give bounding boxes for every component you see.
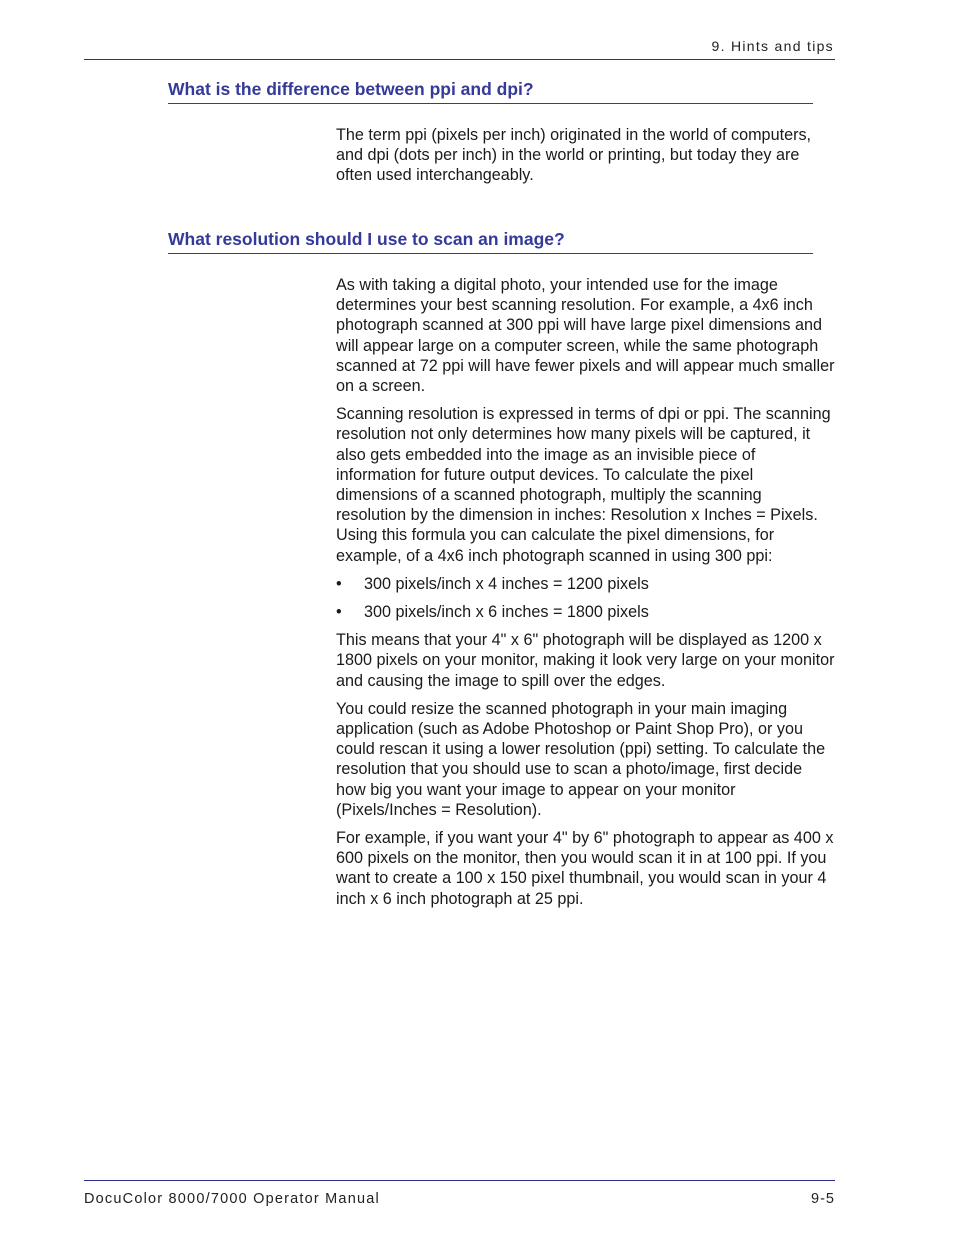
list-item-text: 300 pixels/inch x 6 inches = 1800 pixels <box>364 603 649 622</box>
page-number: 9-5 <box>811 1191 835 1207</box>
paragraph: You could resize the scanned photograph in your main imaging application (such as Adobe Photoshop or Paint Shop Pro), or you could rescan it using a lower resolution (ppi) setting. To calculate the resolution that you should use to scan a photo/image, first decide how big you want your image to appear on your monitor (Pixels/Inches = Resolution). <box>336 699 826 819</box>
section-heading-ppi-dpi: What is the difference between ppi and dpi? <box>168 79 813 104</box>
list-item <box>336 574 836 594</box>
paragraph: As with taking a digital photo, your intended use for the image determines your best scanning resolution. For example, a 4x6 inch photograph scanned at 300 ppi will have large pixel dimensions and will appear large on a computer screen, while the same photograph scanned at 72 ppi will have fewer pixels and will appear much smaller on a screen. <box>336 276 835 396</box>
bullet-list <box>336 574 836 622</box>
list-item <box>336 602 836 622</box>
chapter-title: 9. Hints and tips <box>711 38 834 54</box>
running-header <box>84 38 835 60</box>
manual-title: DocuColor 8000/7000 Operator Manual <box>84 1191 380 1207</box>
list-item-text: 300 pixels/inch x 4 inches = 1200 pixels <box>364 574 649 593</box>
paragraph: Scanning resolution is expressed in terms of dpi or ppi. The scanning resolution not only determines how many pixels will be captured, it also gets embedded into the image as an invisible piece of information for future output devices. To calculate the pixel dimensions of a scanned photograph, multiply the scanning resolution by the dimension in inches: Resolution x Inches = Pixels. Using this formula you can calculate the pixel dimensions, for example, of a 4x6 inch photograph scanned in using 300 ppi: <box>336 405 831 565</box>
paragraph: The term ppi (pixels per inch) originated in the world of computers, and dpi (dots per inch) in the world or printing, but today they are often used interchangeably. <box>336 126 812 185</box>
running-footer <box>84 1180 835 1211</box>
paragraph: For example, if you want your 4" by 6" photograph to appear as 400 x 600 pixels on the monitor, then you would scan it in at 100 ppi. If you want to create a 100 x 150 pixel thumbnail, you would scan in your 4 inch x 6 inch photograph at 25 ppi. <box>336 829 834 908</box>
section-body-ppi-dpi <box>336 125 836 194</box>
section-body-scan-resolution <box>336 275 836 917</box>
bullet-icon: • <box>336 574 342 593</box>
paragraph: This means that your 4" x 6" photograph will be displayed as 1200 x 1800 pixels on your monitor, making it look very large on your monitor and causing the image to spill over the edges. <box>336 631 835 690</box>
bullet-icon: • <box>336 603 342 622</box>
section-heading-scan-resolution: What resolution should I use to scan an image? <box>168 229 813 254</box>
